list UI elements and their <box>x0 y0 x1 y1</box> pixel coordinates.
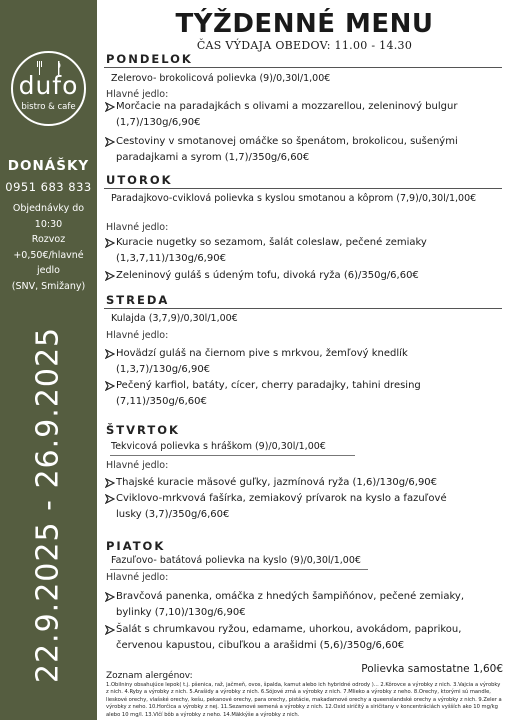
main-dish-label: Hlavné jedlo: <box>106 460 169 471</box>
main-dish-label: Hlavné jedlo: <box>106 89 169 100</box>
delivery-line: +0,50€/hlavné <box>13 249 84 261</box>
arrow-bullet-icon <box>105 478 115 488</box>
allergen-list: 1.Obilniny obsahujúce lepok( t.j. pšenica, raž, jačmeň, ovos, špalda, kamut alebo ich hybridné odrody )... 2.Kôrovce a výrobky z nich. 3.Vajcia a výrobky z nich. 4.Ryby a výrobky z nich. 5.Arašidy a výrobky z nich. 6.Sójové zrná a výrobky z nich. 7.Mlieko a výrobky z neho. 8.Orechy, ktorými sú mandle, lieskové orechy, vlašské orechy, kešu, pekanové orechy, para orechy, pistácie, makadamové orechy a queenslandské orechy a výrobky z nich. 9.Zeler a výrobky z neho. 10.Horčica a výrobky z nej. 11.Sezamové semená a výrobky z nich. 12.Oxid siričitý a siričitany v koncentráciách vyšších ako 10 mg/kg alebo 10 mg/l. 13.Vlčí bôb a výrobky z neho. 14.Mäkkýše a výrobky z nich. <box>106 682 502 718</box>
dish-line: (1,3,7)/130g/6,90€ <box>116 364 211 375</box>
main-dish-item <box>105 99 505 131</box>
dish-line: paradajkami a syrom (1,7)/350g/6,60€ <box>116 152 310 163</box>
dish-line: Hovädzí guláš na čiernom pive s mrkvou, žemľový knedlík <box>116 348 408 359</box>
main-dish-item <box>105 475 505 491</box>
allergen-title: Zoznam alergénov: <box>106 671 193 681</box>
main-dish-item <box>105 235 505 267</box>
soup-item: Tekvicová polievka s hráškom (9)/0,30l/1,00€ <box>111 441 326 452</box>
day-title-friday: PIATOK <box>106 539 166 553</box>
main-dish-label: Hlavné jedlo: <box>106 330 169 341</box>
arrow-bullet-icon <box>105 271 115 281</box>
main-dish-item <box>105 134 505 166</box>
main-dish-item <box>105 622 505 654</box>
dish-line: Thajské kuracie mäsové guľky, jazmínová ryža (1,6)/130g/6,90€ <box>116 477 438 488</box>
main-dish-item <box>105 378 505 410</box>
arrow-bullet-icon <box>105 592 115 602</box>
arrow-bullet-icon <box>105 381 115 391</box>
day-title-thursday: ŠTVRTOK <box>106 423 180 437</box>
dish-line: Pečený karfiol, batáty, cícer, cherry paradajky, tahini dresing <box>116 380 421 391</box>
divider <box>104 308 502 309</box>
dish-line: červenou kapustou, cibuľkou a arašidmi (5,6)/350g/6,60€ <box>116 640 405 651</box>
day-title-wednesday: STREDA <box>106 293 170 307</box>
soup-item: Zelerovo- brokolicová polievka (9)/0,30l/1,00€ <box>111 73 331 84</box>
delivery-title: DONÁŠKY <box>7 158 90 174</box>
soup-item: Paradajkovo-cviklová polievka s kyslou smotanou a kôprom (7,9)/0,30l/1,00€ <box>111 193 477 204</box>
dish-line: (1,7)/130g/6,90€ <box>116 117 201 128</box>
serving-hours: ČAS VÝDAJA OBEDOV: 11.00 - 14.30 <box>196 39 413 52</box>
soup-item: Kulajda (3,7,9)/0,30l/1,00€ <box>111 313 238 324</box>
soup-item: Fazuľovo- batátová polievka na kyslo (9)/0,30l/1,00€ <box>111 555 361 566</box>
dish-line: Morčacie na paradajkách s olivami a mozzarellou, zeleninový bulgur <box>116 101 458 112</box>
dish-line: bylinky (7,10)/130g/6,90€ <box>116 607 246 618</box>
phone-number[interactable]: 0951 683 833 <box>5 180 92 194</box>
soup-underline <box>110 569 368 570</box>
main-dish-item <box>105 346 505 378</box>
arrow-bullet-icon <box>105 494 115 504</box>
dish-line: Šalát s chrumkavou ryžou, edamame, uhorkou, avokádom, paprikou, <box>116 624 462 635</box>
main-dish-item <box>105 268 505 284</box>
delivery-line: Rozvoz <box>31 234 66 245</box>
arrow-bullet-icon <box>105 238 115 248</box>
day-title-tuesday: UTOROK <box>106 173 173 187</box>
main-dish-item <box>105 491 505 523</box>
main-dish-label: Hlavné jedlo: <box>106 572 169 583</box>
page-title: TÝŽDENNÉ MENU <box>175 9 434 39</box>
sidebar <box>0 0 97 720</box>
dish-line: Cestoviny v smotanovej omáčke so špenátom, brokolicou, sušenými <box>116 136 458 147</box>
delivery-line: Objednávky do <box>12 203 85 214</box>
date-range: 22.9.2025 - 26.9.2025 <box>30 326 66 684</box>
delivery-line: jedlo <box>37 265 60 276</box>
divider <box>104 67 502 68</box>
dish-line: Cviklovo-mrkvová fašírka, zemiakový prívarok na kyslo a fazuľové <box>116 493 447 504</box>
delivery-line: 10:30 <box>34 218 63 230</box>
arrow-bullet-icon <box>105 625 115 635</box>
dish-line: (7,11)/350g/6,60€ <box>116 396 207 407</box>
day-title-monday: PONDELOK <box>106 52 193 66</box>
logo <box>11 51 86 126</box>
dish-line: (1,3,7,11)/130g/6,90€ <box>116 253 226 264</box>
main-dish-item <box>105 589 505 621</box>
soup-separate-price: Polievka samostatne 1,60€ <box>361 663 503 675</box>
divider <box>104 188 502 189</box>
dish-line: Bravčová panenka, omáčka z hnedých šampiňónov, pečené zemiaky, <box>116 591 464 602</box>
dish-line: Kuracie nugetky so sezamom, šalát coleslaw, pečené zemiaky <box>116 237 427 248</box>
arrow-bullet-icon <box>105 102 115 112</box>
dish-line: Zeleninový guláš s údeným tofu, divoká ryža (6)/350g/6,60€ <box>116 270 419 281</box>
soup-underline <box>110 455 355 456</box>
arrow-bullet-icon <box>105 349 115 359</box>
dish-line: lusky (3,7)/350g/6,60€ <box>116 509 230 520</box>
logo-subtitle: bistro & cafe <box>21 102 76 112</box>
main-dish-label: Hlavné jedlo: <box>106 222 169 233</box>
delivery-info <box>2 201 95 294</box>
logo-text: dufo <box>18 71 79 100</box>
arrow-bullet-icon <box>105 137 115 147</box>
delivery-line: (SNV, Smižany) <box>11 280 86 292</box>
